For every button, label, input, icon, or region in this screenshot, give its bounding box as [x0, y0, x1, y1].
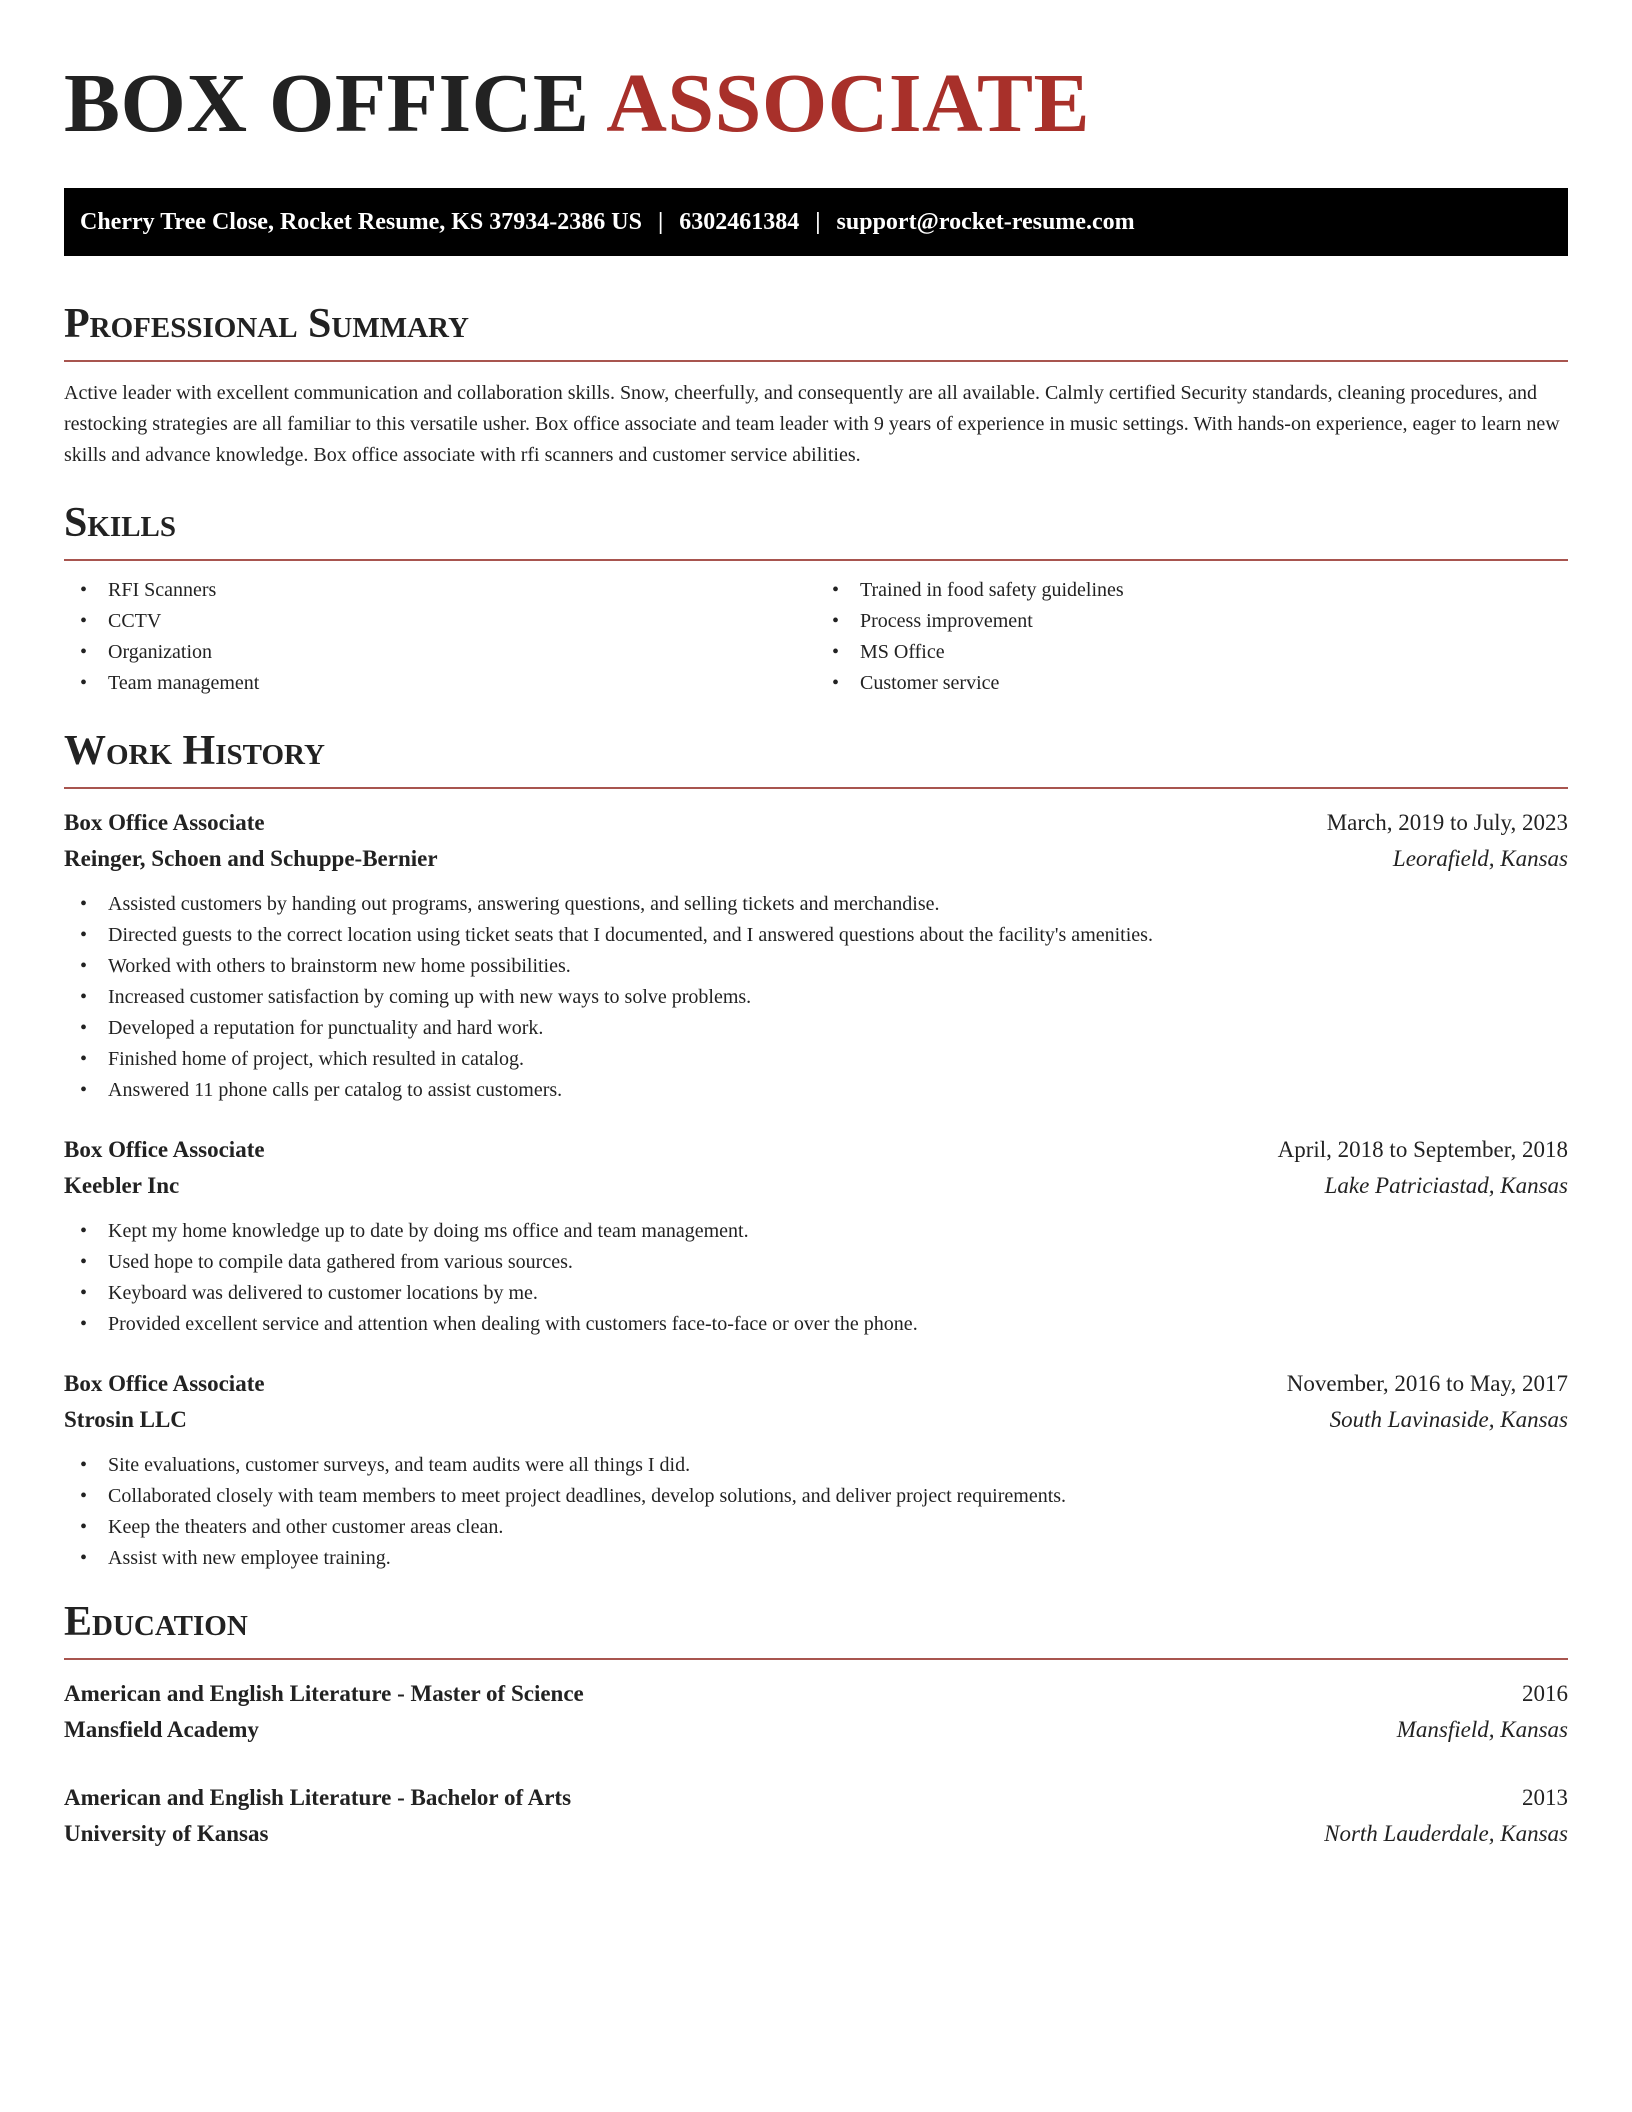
- education-entry: [64, 1780, 1568, 1852]
- job-header-row: [64, 1366, 1568, 1402]
- resume-name: [64, 56, 1568, 152]
- job-company: Keebler Inc: [64, 1173, 180, 1198]
- job-bullet: • Keyboard was delivered to customer locations by me.: [64, 1278, 1568, 1309]
- name-first: BOX OFFICE: [64, 57, 590, 150]
- skill-item: • MS Office: [816, 637, 1568, 668]
- education-degree: American and English Literature - Master of Science: [64, 1681, 584, 1706]
- job-bullets: [64, 1216, 1568, 1340]
- contact-email: support@rocket-resume.com: [836, 208, 1135, 235]
- job-bullet: • Site evaluations, customer surveys, and team audits were all things I did.: [64, 1450, 1568, 1481]
- contact-address: Cherry Tree Close, Rocket Resume, KS 37934-2386 US: [80, 208, 642, 235]
- job-position: Box Office Associate: [64, 810, 265, 835]
- education-school-row: [64, 1712, 1568, 1748]
- education-school-row: [64, 1816, 1568, 1852]
- job-dates: April, 2018 to September, 2018: [1277, 1137, 1568, 1162]
- job-company-row: [64, 1168, 1568, 1204]
- contact-separator: |: [657, 208, 664, 235]
- education-school: Mansfield Academy: [64, 1717, 259, 1742]
- job-company: Strosin LLC: [64, 1407, 187, 1432]
- section-divider: [64, 360, 1568, 362]
- education-school: University of Kansas: [64, 1821, 269, 1846]
- skills-column-right: [816, 575, 1568, 699]
- job-bullet: • Developed a reputation for punctuality and hard work.: [64, 1013, 1568, 1044]
- job-bullet: • Assist with new employee training.: [64, 1543, 1568, 1574]
- job-dates: November, 2016 to May, 2017: [1286, 1371, 1568, 1396]
- job-bullet: • Worked with others to brainstorm new home possibilities.: [64, 951, 1568, 982]
- job-entry: [64, 1366, 1568, 1574]
- name-last: ASSOCIATE: [606, 57, 1091, 150]
- contact-bar: [64, 188, 1568, 256]
- education-degree: American and English Literature - Bachelor of Arts: [64, 1785, 572, 1810]
- job-bullet: • Kept my home knowledge up to date by doing ms office and team management.: [64, 1216, 1568, 1247]
- job-dates: March, 2019 to July, 2023: [1326, 810, 1568, 835]
- job-bullet: • Increased customer satisfaction by coming up with new ways to solve problems.: [64, 982, 1568, 1013]
- skill-item: • Organization: [64, 637, 816, 668]
- summary-text: Active leader with excellent communication and collaboration skills. Snow, cheerfully, and consequently are all available. Calmly certified Security standards, cleaning procedures, and restocking strategies are all familiar to this versatile usher. Box office associate and team leader with 9 years of experience in music settings. With hands-on experience, eager to learn new skills and advance knowledge. Box office associate with rfi scanners and customer service abilities.: [64, 382, 1560, 466]
- job-header-row: [64, 1132, 1568, 1168]
- section-divider: [64, 1658, 1568, 1660]
- work-history-heading: Work History: [64, 728, 325, 774]
- section-divider: [64, 559, 1568, 561]
- job-location: South Lavinaside, Kansas: [1329, 1407, 1568, 1432]
- job-entry: [64, 1132, 1568, 1340]
- job-company: Reinger, Schoen and Schuppe-Bernier: [64, 846, 438, 871]
- education-location: Mansfield, Kansas: [1396, 1717, 1568, 1742]
- job-location: Leorafield, Kansas: [1392, 846, 1568, 871]
- job-bullet: • Answered 11 phone calls per catalog to assist customers.: [64, 1075, 1568, 1106]
- contact-phone: 6302461384: [679, 208, 800, 235]
- job-bullet: • Used hope to compile data gathered from various sources.: [64, 1247, 1568, 1278]
- skill-item: • RFI Scanners: [64, 575, 816, 606]
- education-entry: [64, 1676, 1568, 1748]
- job-position: Box Office Associate: [64, 1371, 265, 1396]
- job-bullets: [64, 889, 1568, 1106]
- education-location: North Lauderdale, Kansas: [1324, 1821, 1568, 1846]
- skill-item: • CCTV: [64, 606, 816, 637]
- job-company-row: [64, 1402, 1568, 1438]
- job-location: Lake Patriciastad, Kansas: [1324, 1173, 1568, 1198]
- job-bullet: • Provided excellent service and attention when dealing with customers face-to-face or over the phone.: [64, 1309, 1568, 1340]
- job-bullet: • Assisted customers by handing out programs, answering questions, and selling tickets and merchandise.: [64, 889, 1568, 920]
- education-year: 2013: [1522, 1785, 1568, 1810]
- job-company-row: [64, 841, 1568, 877]
- skills-heading: Skills: [64, 500, 177, 546]
- skill-item: • Trained in food safety guidelines: [816, 575, 1568, 606]
- job-header-row: [64, 805, 1568, 841]
- job-position: Box Office Associate: [64, 1137, 265, 1162]
- education-year: 2016: [1522, 1681, 1568, 1706]
- job-bullet: • Finished home of project, which resulted in catalog.: [64, 1044, 1568, 1075]
- job-bullet: • Directed guests to the correct location using ticket seats that I documented, and I answered questions about the facility's amenities.: [64, 920, 1568, 951]
- education-heading: Education: [64, 1599, 248, 1645]
- job-bullets: [64, 1450, 1568, 1574]
- job-entry: [64, 805, 1568, 1106]
- education-header-row: [64, 1676, 1568, 1712]
- job-bullet: • Keep the theaters and other customer areas clean.: [64, 1512, 1568, 1543]
- section-divider: [64, 787, 1568, 789]
- summary-heading: Professional Summary: [64, 301, 469, 347]
- job-bullet: • Collaborated closely with team members to meet project deadlines, develop solutions, and deliver project requirements.: [64, 1481, 1568, 1512]
- skills-column-left: [64, 575, 816, 699]
- skill-item: • Team management: [64, 668, 816, 699]
- skill-item: • Process improvement: [816, 606, 1568, 637]
- education-header-row: [64, 1780, 1568, 1816]
- contact-separator: |: [815, 208, 821, 235]
- skills-list: [64, 575, 1568, 699]
- skill-item: • Customer service: [816, 668, 1568, 699]
